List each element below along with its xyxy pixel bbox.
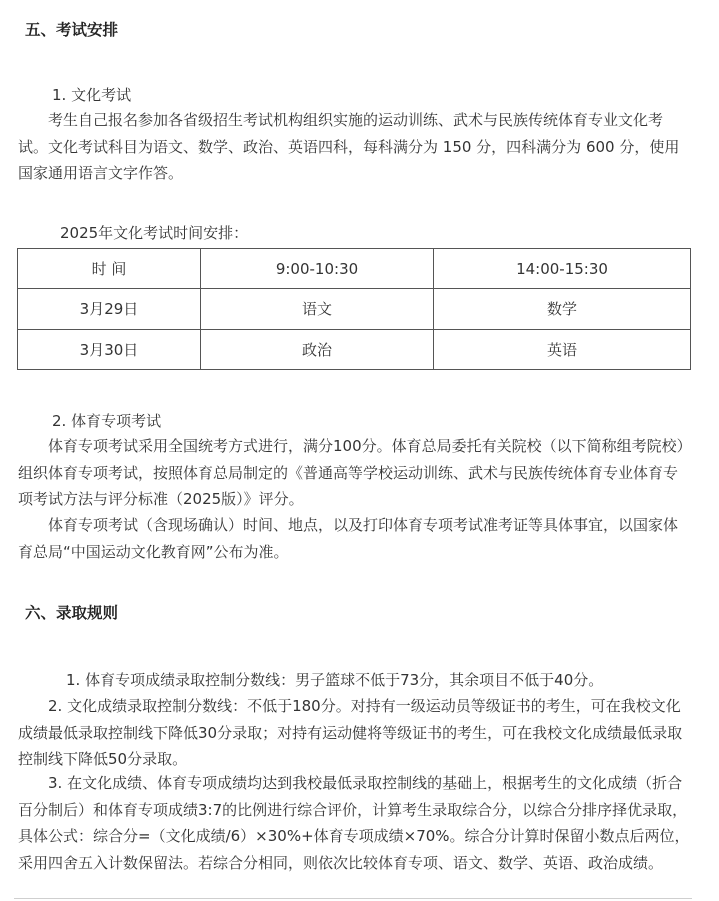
- table-header-cell: 时 间: [18, 249, 201, 289]
- exam-schedule-table: [17, 248, 691, 370]
- admission-rule-2: 2. 文化成绩录取控制分数线：不低于180分。对持有一级运动员等级证书的考生，可在我校文化成绩最低录取控制线下降低30分录取；对持有运动健将等级证书的考生，可在我校文化成绩最低录取控制线下降低50分录取。: [18, 697, 683, 768]
- table-cell: 英语: [434, 329, 691, 369]
- table-cell: 3月29日: [18, 289, 201, 329]
- section5-heading: 五、考试安排: [25, 21, 119, 39]
- section6-heading: 六、录取规则: [25, 604, 119, 622]
- exam-item1-title: 1. 文化考试: [52, 86, 132, 104]
- schedule-caption: 2025年文化考试时间安排：: [60, 224, 249, 242]
- exam-item1-text: 考生自己报名参加各省级招生考试机构组织实施的运动训练、武术与民族传统体育专业文化考试。文化考试科目为语文、数学、政治、英语四科，每科满分为 150 分，四科满分为 600 分，使用国家通用语言文字作答。: [18, 111, 680, 182]
- admission-rule-1: 1. 体育专项成绩录取控制分数线：男子篮球不低于73分，其余项目不低于40分。: [66, 671, 604, 689]
- exam-item2-text: 体育专项考试采用全国统考方式进行，满分100分。体育总局委托有关院校（以下简称组考院校）组织体育专项考试，按照体育总局制定的《普通高等学校运动训练、武术与民族传统体育专业体育专项考试方法与评分标准（2025版）》评分。: [18, 437, 685, 508]
- table-row: [18, 329, 691, 369]
- admission-rule-3: 3. 在文化成绩、体育专项成绩均达到我校最低录取控制线的基础上，根据考生的文化成绩（折合百分制后）和体育专项成绩3:7的比例进行综合评价，计算考生录取综合分，以综合分排序择优录取，具体公式：综合分=（文化成绩/6）×30%+体育专项成绩×70%。综合分计算时保留小数点后两位，采用四舍五入计数保留法。若综合分相同，则依次比较体育专项、语文、数学、英语、政治成绩。: [18, 774, 690, 872]
- bottom-divider: [14, 898, 692, 899]
- table-header-cell: 9:00-10:30: [201, 249, 434, 289]
- table-cell: 数学: [434, 289, 691, 329]
- exam-item2-title: 2. 体育专项考试: [52, 412, 162, 430]
- table-header-row: [18, 249, 691, 289]
- table-cell: 语文: [201, 289, 434, 329]
- table-header-cell: 14:00-15:30: [434, 249, 691, 289]
- table-row: [18, 289, 691, 329]
- exam-item2-note: 体育专项考试（含现场确认）时间、地点，以及打印体育专项考试准考证等具体事宜，以国家体育总局“中国运动文化教育网”公布为准。: [18, 516, 679, 561]
- table-cell: 3月30日: [18, 329, 201, 369]
- table-cell: 政治: [201, 329, 434, 369]
